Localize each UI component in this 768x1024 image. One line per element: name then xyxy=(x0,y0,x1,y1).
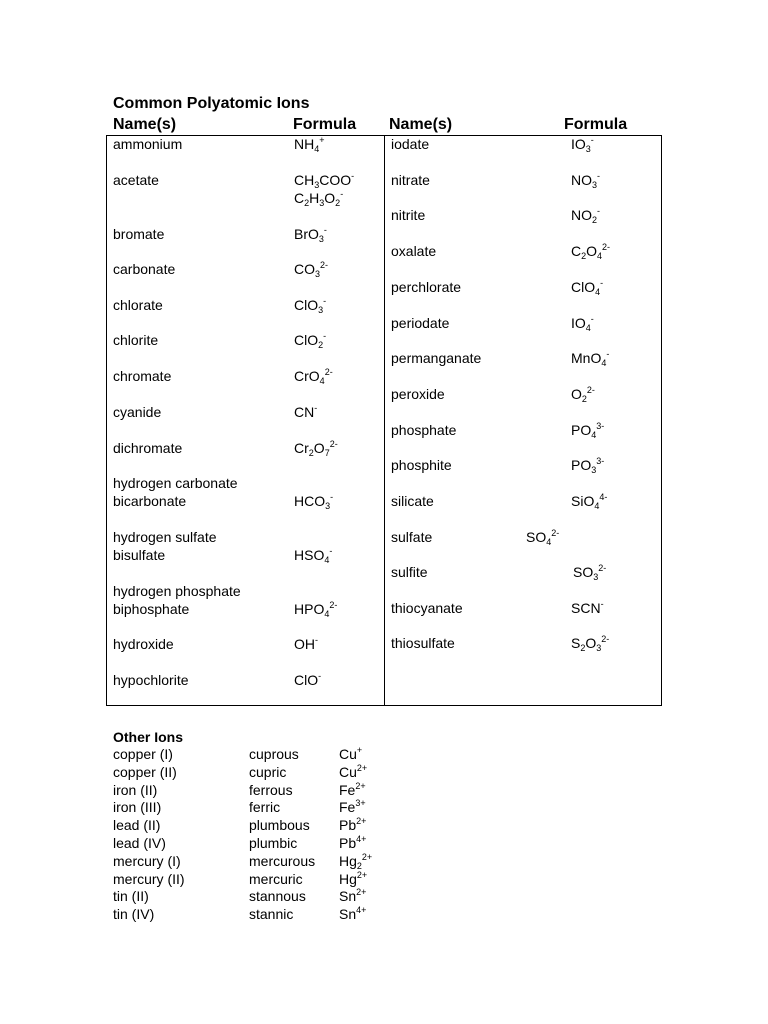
header-name-right: Name(s) xyxy=(389,116,453,133)
formula-part: 4 xyxy=(597,251,603,261)
formula-part: SiO xyxy=(571,493,595,509)
column-divider xyxy=(384,136,385,705)
other-ion-name: copper (I) xyxy=(113,746,173,762)
formula-part: 4 xyxy=(314,144,320,154)
ion-name: oxalate xyxy=(391,243,437,259)
ion-formula xyxy=(294,439,338,457)
ion-formula xyxy=(294,403,317,421)
formula-part: IO xyxy=(571,315,586,331)
formula-part: 2- xyxy=(324,367,333,377)
formula-part: 3 xyxy=(314,180,320,190)
formula-part: S xyxy=(571,635,581,651)
formula-part: C xyxy=(571,243,582,259)
formula-part: PO xyxy=(571,422,592,438)
ion-name: hydroxide xyxy=(113,636,174,652)
other-ion-common-name: plumbous xyxy=(249,817,310,834)
formula-part: SO xyxy=(526,529,547,545)
formula-part: 3 xyxy=(585,144,591,154)
formula-part: 4 xyxy=(594,501,600,511)
other-ion-name: lead (II) xyxy=(113,817,161,834)
ion-name: perchlorate xyxy=(391,279,462,295)
ion-name: sulfate xyxy=(391,529,433,545)
ion-formula xyxy=(571,492,607,510)
other-ion-formula xyxy=(339,834,366,852)
ion-name: iodate xyxy=(391,136,430,152)
ion-name: hydrogen phosphate xyxy=(113,583,241,599)
ion-name: hydrogen sulfate xyxy=(113,529,217,545)
formula-part: O xyxy=(324,190,336,206)
ion-formula xyxy=(294,225,327,243)
ion-name: acetate xyxy=(113,172,159,188)
formula-part: - xyxy=(340,189,344,199)
page-title: Common Polyatomic Ions xyxy=(113,95,310,112)
formula-part: SCN xyxy=(571,600,601,616)
formula-part: 3 xyxy=(318,234,324,244)
other-ion-formula xyxy=(339,887,366,905)
formula-part: - xyxy=(600,278,604,288)
formula-part: COO xyxy=(319,172,352,188)
ion-name: periodate xyxy=(391,315,450,331)
other-ion-name: lead (IV) xyxy=(113,835,166,851)
formula-part: 4 xyxy=(601,358,607,368)
formula-part: 2+ xyxy=(356,887,367,898)
formula-part: 2 xyxy=(308,448,314,458)
other-ion-name: iron (II) xyxy=(113,781,158,798)
formula-part: 2+ xyxy=(361,851,373,862)
ion-formula xyxy=(294,135,325,153)
other-ion-common-name: stannous xyxy=(249,888,306,905)
ion-formula xyxy=(571,421,604,439)
ion-name: carbonate xyxy=(113,261,176,277)
other-ion-formula xyxy=(339,798,366,816)
formula-part: CO xyxy=(294,261,315,277)
formula-part: NH xyxy=(294,136,315,152)
formula-part: 3- xyxy=(596,456,605,466)
ion-formula xyxy=(571,242,610,260)
formula-part: 4 xyxy=(324,609,330,619)
ion-name: thiocyanate xyxy=(391,600,463,616)
formula-part: 2 xyxy=(581,394,587,404)
formula-part: - xyxy=(329,546,333,556)
formula-part: - xyxy=(351,171,355,181)
ion-name: thiosulfate xyxy=(391,635,455,651)
formula-part: 3+ xyxy=(355,798,366,809)
formula-part: 3 xyxy=(592,180,598,190)
formula-part: ClO xyxy=(294,297,319,313)
ion-formula xyxy=(573,563,606,581)
ion-name: sulfite xyxy=(391,564,428,580)
ion-formula xyxy=(571,599,604,617)
ion-name: chlorite xyxy=(113,332,159,348)
formula-part: - xyxy=(314,403,318,413)
ion-name: dichromate xyxy=(113,440,183,456)
ion-formula xyxy=(571,634,609,652)
formula-part: Fe xyxy=(339,799,356,816)
formula-part: 3 xyxy=(593,572,599,582)
formula-part: O xyxy=(585,635,597,651)
formula-part: 4 xyxy=(319,376,325,386)
other-ion-common-name: cuprous xyxy=(249,746,299,762)
ion-name: peroxide xyxy=(391,386,445,402)
formula-part: 2 xyxy=(580,643,586,653)
ion-name: silicate xyxy=(391,493,434,509)
ion-name: bisulfate xyxy=(113,547,166,563)
formula-part: 4 xyxy=(591,430,597,440)
other-ion-common-name: mercuric xyxy=(249,870,303,887)
formula-part: MnO xyxy=(571,350,602,366)
ion-formula-alt xyxy=(294,189,343,207)
formula-part: - xyxy=(330,492,334,502)
formula-part: 3 xyxy=(315,269,321,279)
ion-formula xyxy=(294,671,321,689)
formula-part: + xyxy=(319,135,325,145)
formula-part: - xyxy=(597,206,601,216)
ion-formula xyxy=(571,456,604,474)
formula-part: 4+ xyxy=(356,905,367,916)
other-ion-name: iron (III) xyxy=(113,799,162,816)
formula-part: 3 xyxy=(318,305,324,315)
formula-part: 4 xyxy=(546,537,552,547)
formula-part: - xyxy=(597,171,601,181)
formula-part: BrO xyxy=(294,226,319,242)
formula-part: H xyxy=(309,190,320,206)
formula-part: 2 xyxy=(356,860,362,871)
ion-formula xyxy=(571,349,609,367)
header-formula-right: Formula xyxy=(564,116,628,133)
ion-name: cyanide xyxy=(113,404,162,420)
ion-formula xyxy=(571,278,603,296)
formula-part: Pb xyxy=(339,817,357,834)
formula-part: HCO xyxy=(294,493,326,509)
ion-name: chromate xyxy=(113,368,172,384)
other-ion-common-name: ferrous xyxy=(249,781,293,798)
formula-part: - xyxy=(590,314,594,324)
formula-part: 7 xyxy=(324,448,330,458)
ion-formula xyxy=(571,314,594,332)
ion-name: phosphite xyxy=(391,457,452,473)
ion-formula xyxy=(294,296,326,314)
formula-part: HPO xyxy=(294,601,325,617)
formula-part: Sn xyxy=(339,888,357,905)
formula-part: 3 xyxy=(325,501,331,511)
formula-part: Hg xyxy=(339,852,357,869)
formula-part: Sn xyxy=(339,906,357,923)
formula-part: Pb xyxy=(339,835,357,851)
formula-part: 2 xyxy=(581,251,587,261)
ion-name: nitrate xyxy=(391,172,430,188)
formula-part: C xyxy=(294,190,305,206)
ion-formula xyxy=(294,260,328,278)
formula-part: CrO xyxy=(294,368,320,384)
formula-part: 3 xyxy=(319,198,325,208)
formula-part: 4 xyxy=(324,555,330,565)
formula-part: ClO xyxy=(294,332,319,348)
formula-part: Cu xyxy=(339,746,357,762)
formula-part: 2+ xyxy=(356,816,367,827)
ion-name: bicarbonate xyxy=(113,493,187,509)
formula-part: - xyxy=(590,135,594,145)
formula-part: - xyxy=(323,331,327,341)
other-ion-formula xyxy=(339,816,366,834)
formula-part: - xyxy=(318,671,322,681)
formula-part: O xyxy=(313,440,325,456)
formula-part: 3 xyxy=(596,643,602,653)
ion-name: permanganate xyxy=(391,350,482,366)
formula-part: - xyxy=(600,599,604,609)
other-ion-name: mercury (I) xyxy=(113,852,181,869)
formula-part: 2+ xyxy=(356,762,368,773)
formula-part: 2- xyxy=(586,385,595,395)
ion-formula xyxy=(571,171,600,189)
formula-part: Fe xyxy=(339,781,356,798)
other-ions-title: Other Ions xyxy=(113,729,184,745)
formula-part: 4 xyxy=(585,323,591,333)
ion-name: nitrite xyxy=(391,207,426,223)
formula-part: O xyxy=(586,243,598,259)
ion-name: bromate xyxy=(113,226,165,242)
formula-part: ClO xyxy=(571,279,596,295)
formula-part: 2- xyxy=(551,528,560,538)
formula-part: 2- xyxy=(329,600,338,610)
formula-part: O xyxy=(571,386,582,402)
formula-part: 2- xyxy=(601,634,610,644)
header-formula-left: Formula xyxy=(293,116,357,133)
ion-name: ammonium xyxy=(113,136,183,152)
other-ion-formula xyxy=(339,852,372,870)
ion-formula xyxy=(294,171,354,189)
formula-part: 2 xyxy=(304,198,310,208)
formula-part: 2- xyxy=(320,260,329,270)
formula-part: CN xyxy=(294,404,315,420)
ion-formula xyxy=(294,546,332,564)
ion-name: hypochlorite xyxy=(113,672,189,688)
formula-part: - xyxy=(323,225,327,235)
formula-part: CH xyxy=(294,172,315,188)
formula-part: 2 xyxy=(318,340,324,350)
other-ion-common-name: cupric xyxy=(249,763,287,780)
formula-part: ClO xyxy=(294,672,319,688)
formula-part: NO xyxy=(571,172,592,188)
formula-part: HSO xyxy=(294,547,325,563)
formula-part: + xyxy=(356,745,363,755)
other-ion-name: copper (II) xyxy=(113,763,177,780)
ion-formula xyxy=(294,331,326,349)
formula-part: 4 xyxy=(595,287,601,297)
other-ion-common-name: stannic xyxy=(249,906,294,923)
formula-part: IO xyxy=(571,136,586,152)
formula-part: SO xyxy=(573,564,594,580)
other-ion-common-name: ferric xyxy=(249,799,281,816)
formula-part: 2 xyxy=(592,215,598,225)
ion-name: hydrogen carbonate xyxy=(113,475,238,491)
other-ion-common-name: mercurous xyxy=(249,852,316,869)
ion-formula xyxy=(526,528,559,546)
formula-part: 2+ xyxy=(355,780,366,791)
ion-name: biphosphate xyxy=(113,601,190,617)
other-ion-formula xyxy=(339,905,366,923)
formula-part: 4+ xyxy=(356,834,367,844)
ion-formula xyxy=(294,600,337,618)
ion-formula xyxy=(571,385,595,403)
other-ion-formula xyxy=(339,781,366,799)
ion-formula xyxy=(294,635,318,653)
formula-part: 2+ xyxy=(356,869,368,880)
ion-name: chlorate xyxy=(113,297,163,313)
formula-part: OH xyxy=(294,636,315,652)
formula-part: 2- xyxy=(602,242,611,252)
other-ion-name: mercury (II) xyxy=(113,870,185,887)
formula-part: 3 xyxy=(591,465,597,475)
formula-part: 2- xyxy=(329,439,338,449)
formula-part: 4- xyxy=(599,492,608,502)
formula-part: Hg xyxy=(339,870,357,887)
other-ion-formula xyxy=(339,763,367,781)
formula-part: - xyxy=(315,635,318,645)
formula-part: 2 xyxy=(335,198,341,208)
ion-formula xyxy=(294,492,333,510)
other-ion-name: tin (II) xyxy=(113,888,149,905)
other-ion-formula xyxy=(339,745,362,763)
formula-part: Cr xyxy=(294,440,309,456)
other-ion-formula xyxy=(339,870,367,888)
formula-part: 2- xyxy=(598,563,607,573)
formula-part: 3- xyxy=(596,421,605,431)
formula-part: - xyxy=(323,296,327,306)
other-ion-common-name: plumbic xyxy=(249,835,298,851)
formula-part: - xyxy=(606,349,610,359)
other-ion-name: tin (IV) xyxy=(113,906,155,923)
header-name-left: Name(s) xyxy=(113,116,177,133)
ion-formula xyxy=(571,206,600,224)
ion-name: phosphate xyxy=(391,422,457,438)
formula-part: NO xyxy=(571,207,592,223)
ion-formula xyxy=(294,367,333,385)
ion-formula xyxy=(571,135,594,153)
formula-part: Cu xyxy=(339,763,357,780)
formula-part: PO xyxy=(571,457,592,473)
